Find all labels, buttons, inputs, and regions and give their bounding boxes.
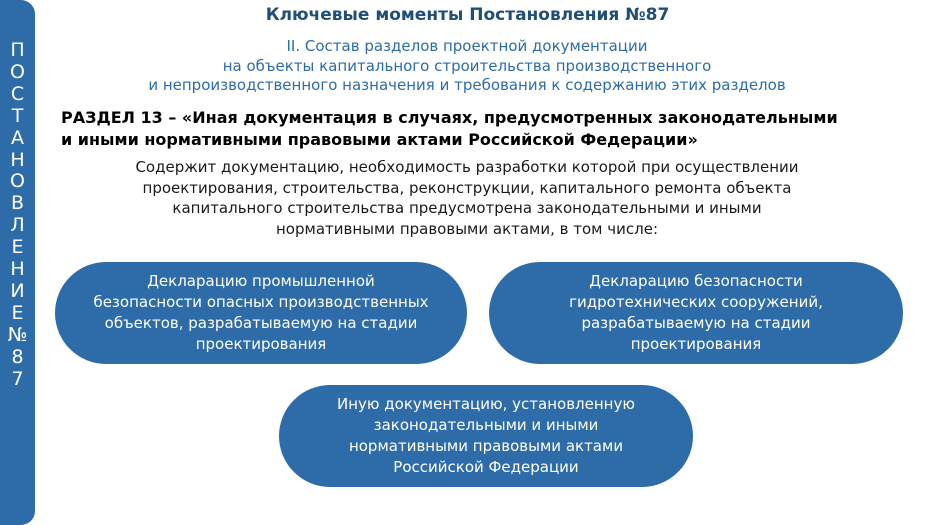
sidebar-letter: С <box>10 82 25 105</box>
item-line: безопасности опасных производственных <box>93 293 429 311</box>
sidebar-letter: Е <box>11 301 24 324</box>
sidebar-letter: Н <box>10 258 25 281</box>
sidebar-letter: А <box>11 126 24 149</box>
sidebar-letter: В <box>10 192 25 215</box>
description-line: нормативными правовыми актами, в том числе: <box>276 219 658 238</box>
sidebar-letter: Т <box>11 104 24 127</box>
sidebar-letter: О <box>10 60 25 83</box>
item-line: Иную документацию, установленную <box>336 395 635 413</box>
item-line: гидротехнических сооружений, <box>569 293 823 311</box>
sidebar-letter: О <box>10 170 25 193</box>
page-subtitle <box>60 37 874 96</box>
item-industrial-safety-declaration <box>55 262 467 364</box>
page-title: Ключевые моменты Постановления №87 <box>265 5 670 25</box>
section-heading-line: РАЗДЕЛ 13 – «Иная документация в случаях, предусмотренных законодательными <box>61 108 838 127</box>
item-line: объектов, разрабатываемую на стадии <box>104 314 418 332</box>
sidebar-letter: И <box>10 279 25 302</box>
section-description <box>60 157 874 239</box>
sidebar-letter: № <box>7 323 28 346</box>
sidebar-letter: Н <box>10 148 25 171</box>
sidebar-letter: Е <box>11 236 24 259</box>
sidebar-letter: 8 <box>11 345 24 368</box>
section-heading <box>61 107 921 150</box>
item-line: законодательными и иными <box>373 416 599 434</box>
description-line: проектирования, строительства, реконструкции, капитального ремонта объекта <box>142 178 792 197</box>
subtitle-line: II. Состав разделов проектной документации <box>286 37 648 55</box>
description-line: капитального строительства предусмотрена законодательными и иными <box>172 199 762 217</box>
description-line: Содержит документацию, необходимость разработки которой при осуществлении <box>135 158 799 176</box>
item-line: разрабатываемую на стадии <box>581 314 811 332</box>
item-hydraulic-safety-declaration <box>489 262 903 364</box>
section-heading-line: и иными нормативными правовыми актами Российской Федерации» <box>61 129 698 149</box>
sidebar-letter: П <box>10 39 25 61</box>
subtitle-line: на объекты капитального строительства производственного <box>222 56 712 75</box>
item-other-documentation <box>279 385 693 487</box>
item-line: Российской Федерации <box>393 458 579 476</box>
sidebar-letter: 7 <box>11 367 24 390</box>
sidebar-banner <box>0 0 35 525</box>
item-line: проектирования <box>195 335 327 353</box>
sidebar-letter: Л <box>10 214 25 237</box>
sidebar-vertical-text <box>0 40 35 391</box>
item-line: Декларацию промышленной <box>147 272 375 290</box>
subtitle-line: и непроизводственного назначения и требования к содержанию этих разделов <box>148 76 786 94</box>
item-line: нормативными правовыми актами <box>348 437 624 455</box>
item-line: Декларацию безопасности <box>589 272 803 290</box>
item-line: проектирования <box>630 335 762 353</box>
